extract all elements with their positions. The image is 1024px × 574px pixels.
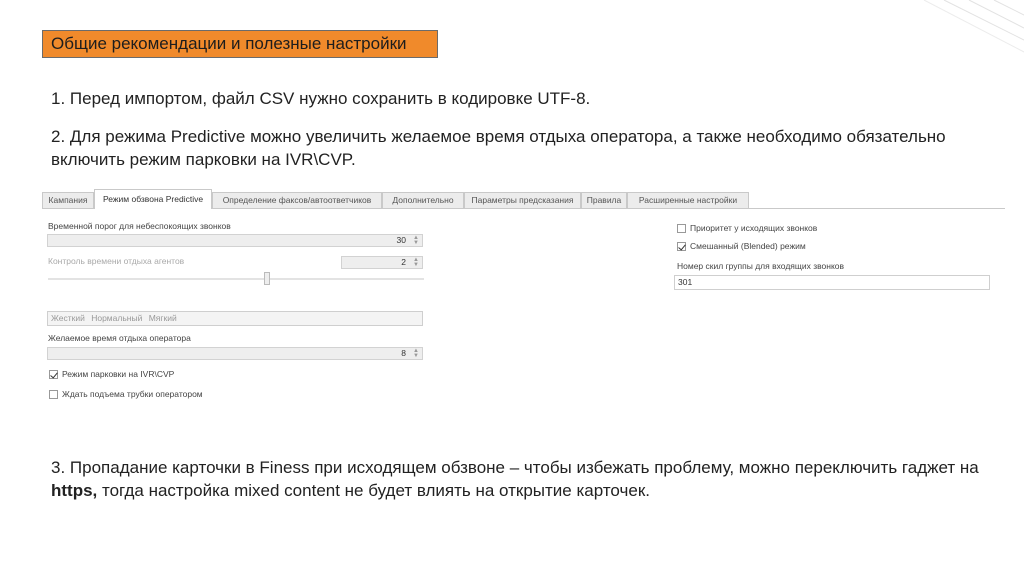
rest-control-label: Контроль времени отдыха агентов [48, 256, 185, 266]
mode-option-hard[interactable]: Жесткий [51, 313, 85, 323]
rest-slider-track[interactable] [48, 278, 424, 280]
threshold-value: 30 [396, 235, 406, 245]
paragraph-2: 2. Для режима Predictive можно увеличить желаемое время отдыха оператора, а также необходимо обязательно включить режим парковки на IVR\CVP. [51, 127, 946, 169]
spin-arrows-icon[interactable]: ▲ ▼ [413, 257, 419, 268]
tab-prediction-params[interactable]: Параметры предсказания [464, 192, 581, 208]
paragraph-3-text-b: тогда настройка mixed content не будет влиять на открытие карточек. [97, 481, 650, 500]
rest-mode-selector[interactable] [47, 311, 423, 326]
parking-checkbox[interactable] [49, 370, 58, 379]
blended-checkbox[interactable] [677, 242, 686, 251]
spin-arrows-icon[interactable]: ▲ ▼ [413, 235, 419, 246]
priority-label: Приоритет у исходящих звонков [690, 223, 818, 233]
mode-option-soft[interactable]: Мягкий [148, 313, 177, 323]
settings-tabbar [42, 188, 1005, 209]
priority-checkbox[interactable] [677, 224, 686, 233]
rest-control-stepper[interactable] [341, 256, 423, 269]
mode-option-normal[interactable]: Нормальный [91, 313, 143, 323]
decorative-corner-lines [884, 0, 1024, 60]
desired-rest-value: 8 [401, 348, 406, 358]
https-emphasis: https, [51, 481, 98, 500]
slide-title: Общие рекомендации и полезные настройки [42, 30, 438, 58]
spin-arrows-icon[interactable]: ▲ ▼ [413, 348, 419, 359]
paragraph-3-text-a: 3. Пропадание карточки в Finess при исходящем обзвоне – чтобы избежать проблему, можно переключить гаджет на [51, 458, 979, 477]
tab-predictive-mode[interactable]: Режим обзвона Predictive [94, 189, 212, 209]
rest-control-value: 2 [401, 257, 406, 267]
tab-additional[interactable]: Дополнительно [382, 192, 464, 208]
wait-pickup-checkbox[interactable] [49, 390, 58, 399]
skill-group-label: Номер скил группы для входящих звонков [677, 261, 845, 271]
rest-slider-thumb[interactable] [264, 272, 270, 285]
wait-pickup-label: Ждать подъема трубки оператором [62, 389, 203, 399]
tab-rules[interactable]: Правила [581, 192, 627, 208]
parking-label: Режим парковки на IVR\CVP [62, 369, 175, 379]
threshold-label: Временной порог для небеспокоящих звонков [48, 221, 231, 231]
desired-rest-label: Желаемое время отдыха оператора [48, 333, 191, 343]
desired-rest-stepper[interactable] [47, 347, 423, 360]
paragraph-3 [51, 456, 991, 502]
tab-fax-detection[interactable]: Определение факсов/автоответчиков [212, 192, 382, 208]
threshold-stepper[interactable] [47, 234, 423, 247]
blended-label: Смешанный (Blended) режим [690, 241, 806, 251]
tab-advanced-settings[interactable]: Расширенные настройки [627, 192, 749, 208]
skill-group-input[interactable]: 301 [674, 275, 990, 290]
paragraph-1: 1. Перед импортом, файл CSV нужно сохранить в кодировке UTF-8. [51, 89, 591, 108]
tab-campaign[interactable]: Кампания [42, 192, 94, 208]
